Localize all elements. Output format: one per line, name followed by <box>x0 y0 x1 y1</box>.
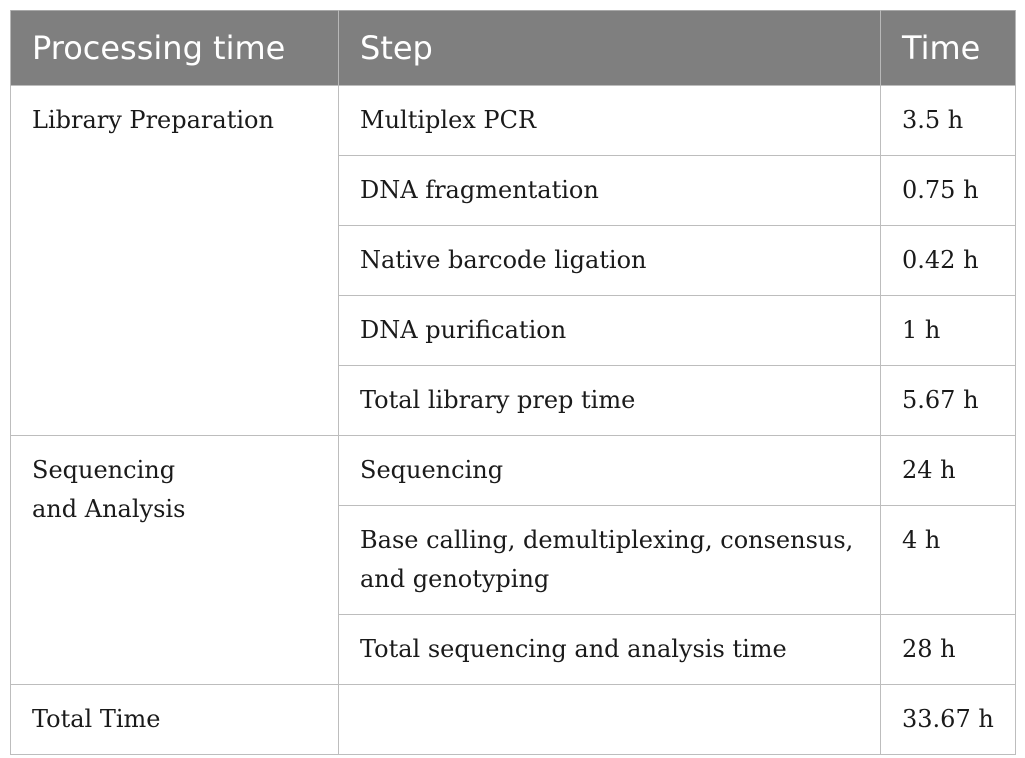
time-cell: 0.42 h <box>881 226 1016 296</box>
time-cell: 0.75 h <box>881 156 1016 226</box>
group-cell-total-time: Total Time <box>11 685 339 755</box>
processing-time-table-container <box>10 10 1015 755</box>
step-cell: Multiplex PCR <box>339 86 881 156</box>
time-cell: 33.67 h <box>881 685 1016 755</box>
time-cell: 5.67 h <box>881 366 1016 436</box>
step-cell: Base calling, demultiplexing, consensus, and genotyping <box>339 506 881 615</box>
table-row <box>11 86 1016 156</box>
header-time: Time <box>881 11 1016 86</box>
step-cell: Total library prep time <box>339 366 881 436</box>
step-cell: Sequencing <box>339 436 881 506</box>
group-cell-library-preparation: Library Preparation <box>11 86 339 436</box>
table-row <box>11 436 1016 506</box>
group-cell-sequencing-analysis: Sequencing and Analysis <box>11 436 339 685</box>
time-cell: 3.5 h <box>881 86 1016 156</box>
header-step: Step <box>339 11 881 86</box>
processing-time-table <box>10 10 1016 755</box>
header-row <box>11 11 1016 86</box>
step-cell <box>339 685 881 755</box>
step-cell: Native barcode ligation <box>339 226 881 296</box>
time-cell: 24 h <box>881 436 1016 506</box>
step-cell: Total sequencing and analysis time <box>339 615 881 685</box>
table-row <box>11 685 1016 755</box>
step-cell: DNA purification <box>339 296 881 366</box>
step-cell: DNA fragmentation <box>339 156 881 226</box>
time-cell: 1 h <box>881 296 1016 366</box>
time-cell: 28 h <box>881 615 1016 685</box>
header-processing-time: Processing time <box>11 11 339 86</box>
time-cell: 4 h <box>881 506 1016 615</box>
